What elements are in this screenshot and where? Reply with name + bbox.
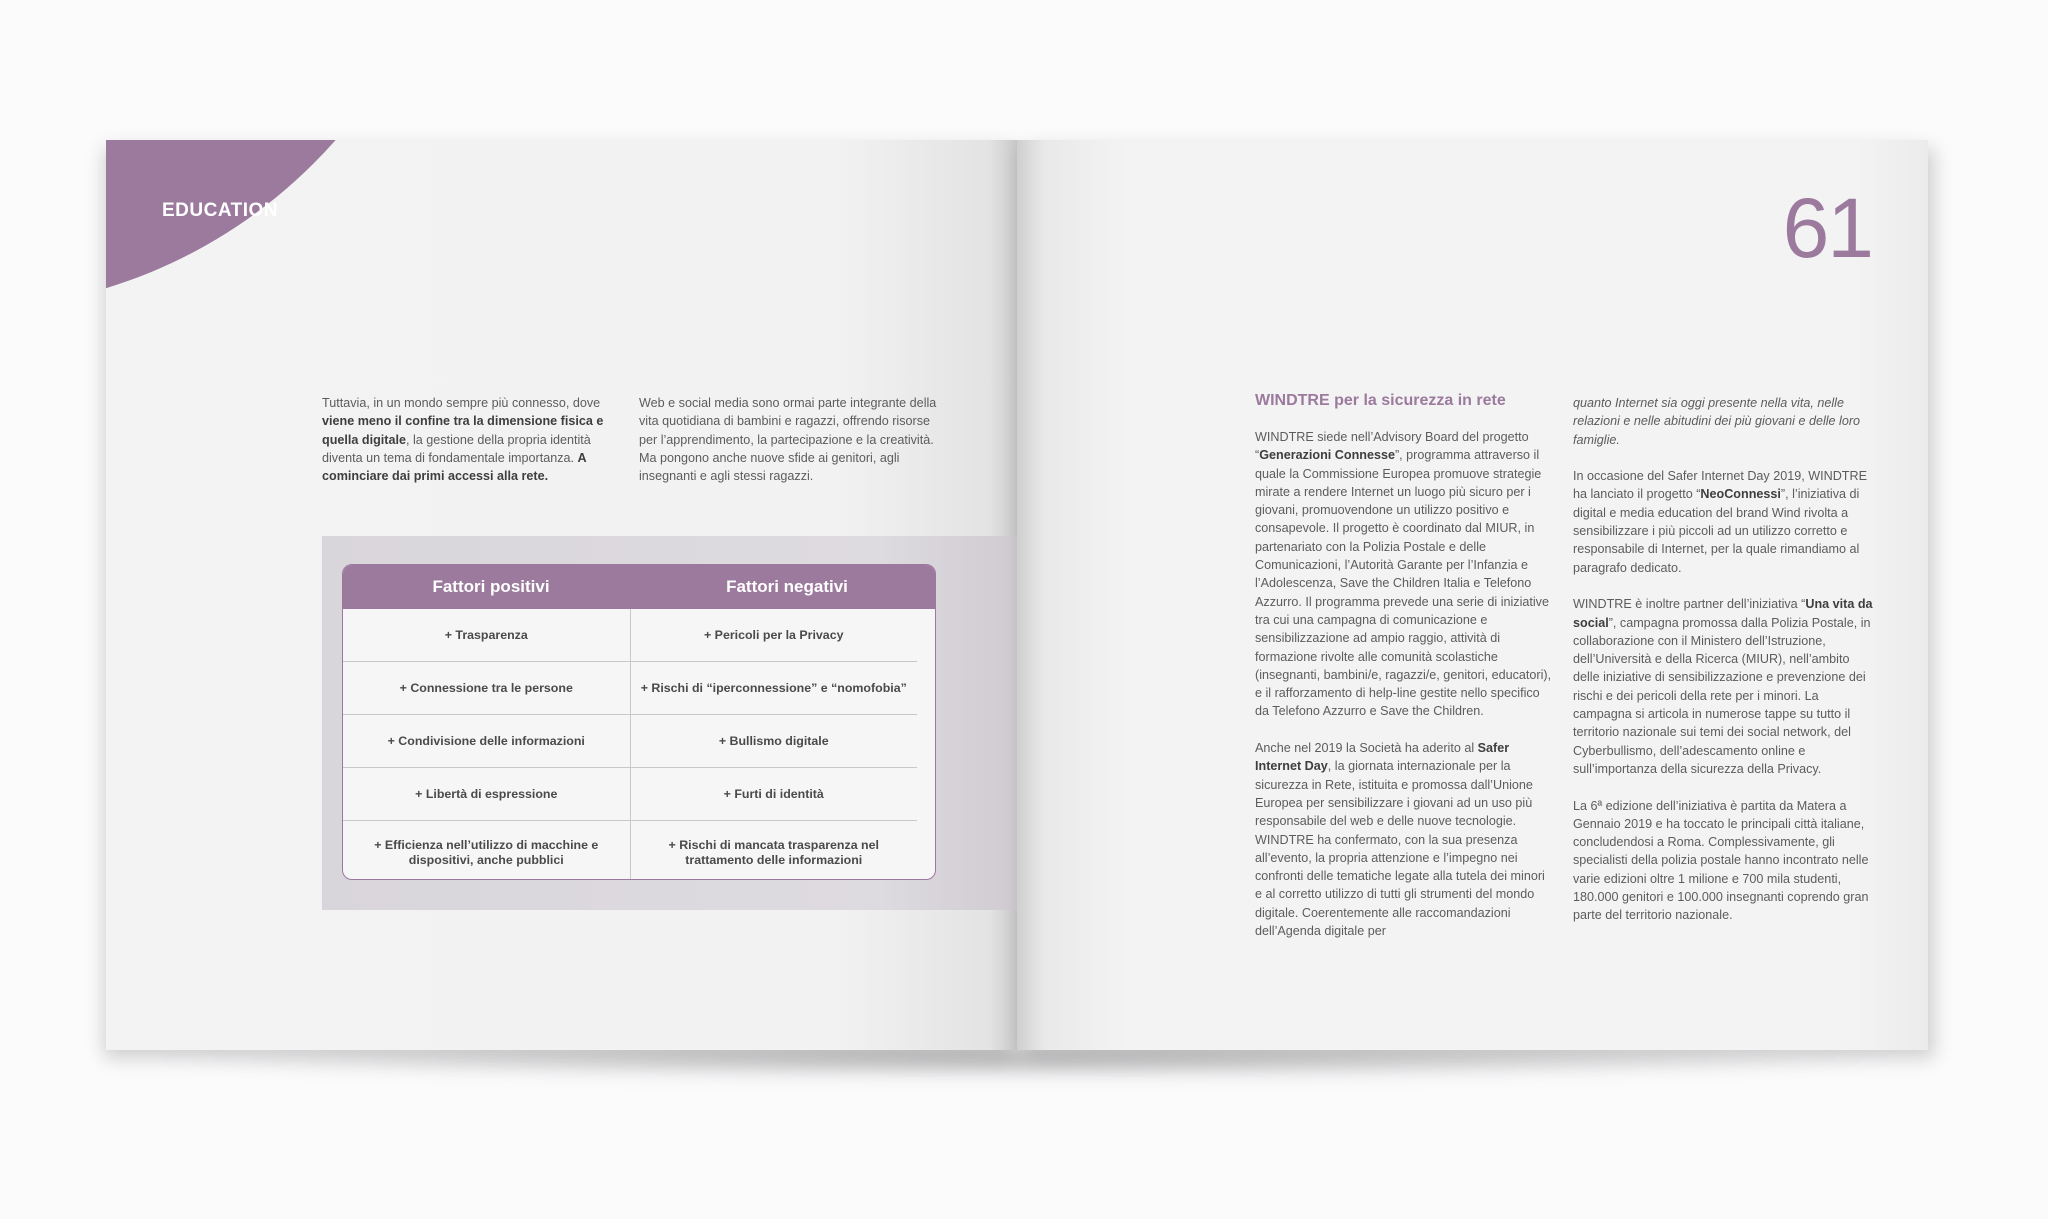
section-corner-shape [106, 140, 460, 310]
bold-run: NeoConnessi [1700, 487, 1781, 502]
cell-positive: + Libertà di espressione [343, 768, 631, 820]
right-column-1 [1255, 428, 1555, 959]
cell-positive: + Connessione tra le persone [343, 662, 631, 714]
text-run: WINDTRE siede nell’Advisory Board del progetto “ [1255, 430, 1529, 463]
cell-positive: + Trasparenza [343, 609, 631, 661]
web-social-text: Web e social media sono ormai parte integrante della vita quotidiana di bambini e ragazzi, offrendo risorse per l’apprendimento, la partecipazione e la creatività. Ma pongono anche nuove sfide ai genitori, agli insegnanti e agli stessi ragazzi. [639, 396, 937, 484]
table-row [343, 768, 917, 821]
table-row [343, 715, 917, 768]
intro-bold-2: A cominciare dai primi accessi alla rete. [322, 450, 587, 484]
factors-table-header [343, 565, 935, 609]
bold-run: Generazioni Connesse [1259, 448, 1395, 463]
text-run: In occasione del Safer Internet Day 2019, WINDTRE ha lanciato il progetto “ [1573, 469, 1867, 502]
cell-negative: + Bullismo digitale [718, 733, 829, 748]
table-row [343, 609, 917, 662]
page-number: 61 [1782, 181, 1872, 275]
right-column-2 [1573, 394, 1873, 943]
table-row [343, 821, 917, 880]
cell-negative: + Pericoli per la Privacy [704, 627, 844, 642]
intro-text-2: , la gestione della propria identità diventa un tema di fondamentale importanza. [322, 432, 591, 465]
text-run: WINDTRE è inoltre partner dell’iniziativa “ [1573, 597, 1806, 612]
text-run: Anche nel 2019 la Società ha aderito al [1255, 741, 1478, 756]
section-heading: WINDTRE per la sicurezza in rete [1255, 392, 1506, 409]
text-run: , la giornata internazionale per la sicurezza in Rete, istituita e promossa dall’Unione Europea per sensibilizzare i giovani ad un uso più responsabile del web e delle nuove tecnologie. WINDTRE ha confermato, con la sua presenza all’evento, la propria attenzione e l’impegno nei confronti delle tematiche legate alla tutela dei minori e al corretto utilizzo di tutti gli strumenti del mondo digitale. Coerentemente alle raccomandazioni dell’Agenda digitale per [1255, 759, 1545, 939]
section-label: EDUCATION [162, 200, 279, 221]
paragraph: La 6ª edizione dell’iniziativa è partita da Matera a Gennaio 2019 e ha toccato le principali città italiane, concludendosi a Roma. Complessivamente, gli specialisti della polizia postale hanno incontrato nelle varie edizioni oltre 1 milione e 700 mila studenti, 180.000 genitori e 100.000 insegnanti coprendo gran parte del territorio nazionale. [1573, 798, 1869, 923]
intro-text-1: Tuttavia, in un mondo sempre più connesso, dove [322, 396, 601, 410]
cell-negative: + Rischi di mancata trasparenza nel trattamento delle informazioni [668, 838, 879, 867]
intro-paragraph [322, 394, 622, 485]
cell-negative: + Rischi di “iperconnessione” e “nomofobia” [640, 680, 907, 695]
paragraph [1255, 428, 1555, 721]
cell-positive: + Condivisione delle informazioni [343, 715, 631, 767]
factors-table [342, 564, 936, 880]
bold-run: Safer Internet Day [1255, 741, 1510, 774]
header-positive: Fattori positivi [432, 577, 550, 596]
intro-bold-1: viene meno il confine tra la dimensione fisica e quella digitale [322, 414, 604, 447]
italic-paragraph: quanto Internet sia oggi presente nella vita, nelle relazioni e nelle abitudini dei più giovani e delle loro famiglie. [1573, 396, 1861, 447]
text-run: ”, programma attraverso il quale la Commissione Europea promuove strategie mirate a rendere Internet un luogo più sicuro per i giovani, promuovendone un utilizzo positivo e consapevole. Il progetto è coordinato dal MIUR, in partenariato con la Polizia Postale e delle Comunicazioni, l’Autorità Garante per l’Infanzia e l’Adolescenza, Save the Children Italia e Telefono Azzurro. Il programma prevede una serie di iniziative tra cui una campagna di comunicazione e sensibilizzazione ad ampio raggio, attività di formazione rivolte alle comunità scolastiche (insegnanti, bambini/e, ragazzi/e, genitori, educatori), e il rafforzamento di help-line gestite nello specifico da Telefono Azzurro e Save the Children. [1255, 448, 1552, 719]
left-page [106, 140, 1017, 1050]
header-negative: Fattori negativi [726, 577, 848, 596]
text-run: ”, l’iniziativa di digital e media education del brand Wind rivolta a sensibilizzare i più piccoli ad un utilizzo corretto e responsabile di Internet, per la quale rimandiamo al paragrafo dedicato. [1573, 487, 1860, 575]
cell-negative: + Furti di identità [723, 786, 824, 801]
text-run: ”, campagna promossa dalla Polizia Postale, in collaborazione con il Ministero dell’Istruzione, dell’Università e della Ricerca (MIUR), nell’ambito delle iniziative di sensibilizzazione e prevenzione dei rischi e dei pericoli della rete per i minori. La campagna si articola in numerose tappe su tutto il territorio nazionale sui temi dei social network, del Cyberbullismo, dell’adescamento online e sull’importanza della sicurezza della Privacy. [1573, 615, 1871, 776]
paragraph [1573, 467, 1873, 577]
right-page [1017, 140, 1928, 1050]
paragraph [1573, 595, 1873, 778]
web-social-paragraph [639, 394, 939, 485]
cell-positive: + Efficienza nell’utilizzo di macchine e dispositivi, anche pubblici [343, 821, 631, 880]
table-row [343, 662, 917, 715]
bold-run: Una vita da social [1573, 597, 1873, 630]
paragraph [1255, 739, 1555, 940]
factors-panel [322, 536, 1017, 910]
